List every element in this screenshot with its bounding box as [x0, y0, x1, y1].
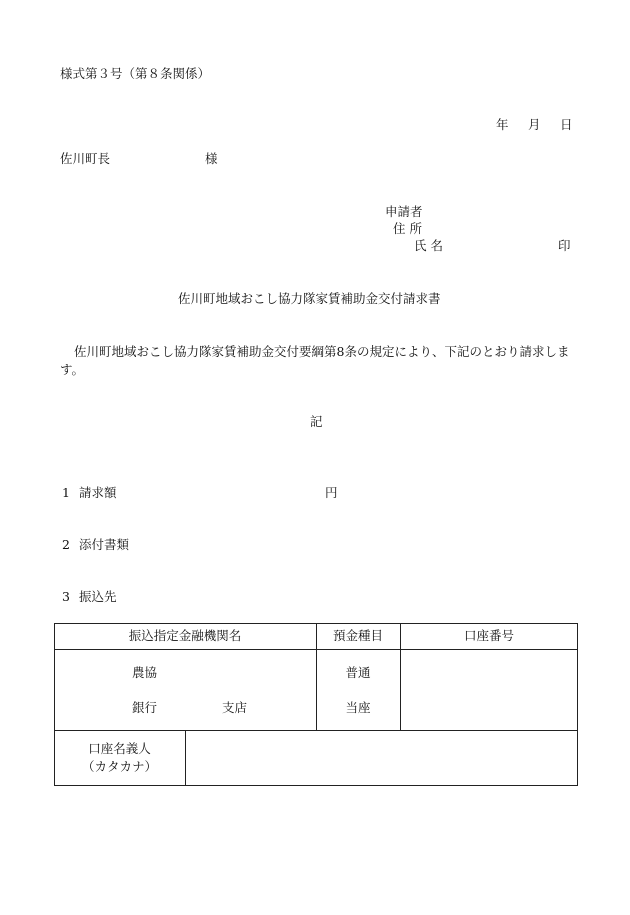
- bank-bank-label: 銀行: [132, 700, 158, 715]
- item-3-number: 3: [62, 589, 70, 604]
- header-bank-name: 振込指定金融機関名: [128, 628, 242, 643]
- item-1-unit: 円: [325, 485, 338, 500]
- addressee-honorific: 様: [205, 151, 218, 166]
- bank-branch-label: 支店: [222, 700, 248, 715]
- ki-heading: 記: [310, 414, 323, 429]
- item-2-number: 2: [62, 537, 70, 552]
- account-holder-kana-note: （カタカナ）: [81, 759, 157, 774]
- account-holder-label: 口座名義人: [88, 741, 151, 756]
- applicant-heading: 申請者: [385, 204, 423, 219]
- item-2-label: 添付書類: [79, 537, 130, 552]
- applicant-name-label: 氏 名: [414, 238, 443, 253]
- form-number: 様式第３号（第８条関係）: [60, 66, 211, 81]
- body-text: 佐川町地域おこし協力隊家賃補助金交付要綱第8条の規定により、下記のとおり請求します。: [60, 344, 570, 377]
- date-month: 月: [528, 117, 541, 132]
- item-1-number: 1: [62, 485, 70, 500]
- header-deposit-type: 預金種目: [332, 628, 383, 643]
- item-3-label: 振込先: [79, 589, 117, 604]
- applicant-address-label: 住 所: [393, 221, 422, 236]
- deposit-type-current: 当座: [345, 700, 371, 715]
- bank-transfer-table: [54, 623, 578, 786]
- bank-agri-coop-label: 農協: [132, 665, 158, 680]
- document-title: 佐川町地域おこし協力隊家賃補助金交付請求書: [178, 291, 441, 306]
- deposit-type-ordinary: 普通: [345, 665, 371, 680]
- addressee-name: 佐川町長: [60, 151, 111, 166]
- date-year: 年: [496, 117, 509, 132]
- seal-mark: 印: [558, 238, 571, 253]
- header-account-number: 口座番号: [463, 628, 514, 643]
- date-day: 日: [560, 117, 573, 132]
- item-1-label: 請求額: [79, 485, 117, 500]
